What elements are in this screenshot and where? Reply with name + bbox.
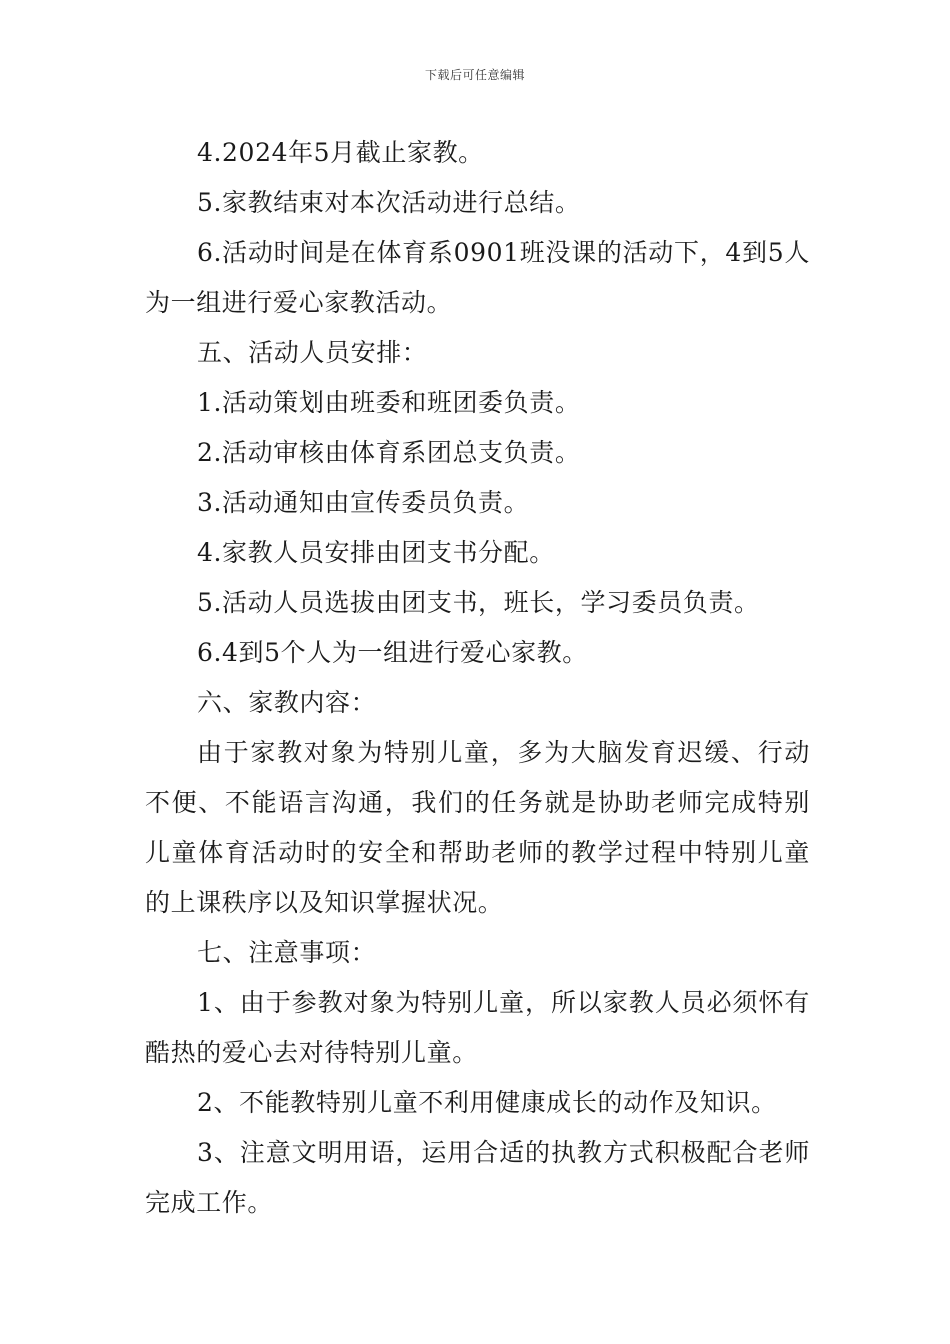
paragraph: 4.2024年5月截止家教。 — [197, 138, 484, 167]
section-heading: 六、家教内容： — [197, 688, 377, 717]
paragraph: 4.家教人员安排由团支书分配。 — [197, 538, 555, 567]
section-heading: 七、注意事项： — [197, 938, 377, 967]
paragraph: 3.活动通知由宣传委员负责。 — [197, 488, 530, 517]
paragraph: 1、由于参教对象为特别儿童，所以家教人员必须怀有酷热的爱心去对待特别儿童。 — [145, 988, 810, 1067]
paragraph: 3、注意文明用语，运用合适的执教方式积极配合老师完成工作。 — [145, 1138, 810, 1217]
paragraph: 5.活动人员选拔由团支书，班长，学习委员负责。 — [197, 588, 760, 617]
paragraph: 2、不能教特别儿童不利用健康成长的动作及知识。 — [197, 1088, 777, 1117]
paragraph: 1.活动策划由班委和班团委负责。 — [197, 388, 581, 417]
document-body — [145, 128, 810, 1228]
paragraph: 6.活动时间是在体育系0901班没课的活动下，4到5人为一组进行爱心家教活动。 — [145, 238, 810, 317]
paragraph: 5.家教结束对本次活动进行总结。 — [197, 188, 581, 217]
header-note: 下载后可任意编辑 — [424, 68, 525, 82]
section-heading: 五、活动人员安排： — [197, 338, 428, 367]
paragraph: 2.活动审核由体育系团总支负责。 — [197, 438, 581, 467]
paragraph: 6.4到5个人为一组进行爱心家教。 — [197, 638, 588, 667]
paragraph: 由于家教对象为特别儿童，多为大脑发育迟缓、行动不便、不能语言沟通，我们的任务就是协助老师完成特别儿童体育活动时的安全和帮助老师的教学过程中特别儿童的上课秩序以及知识掌握状况。 — [145, 738, 810, 917]
